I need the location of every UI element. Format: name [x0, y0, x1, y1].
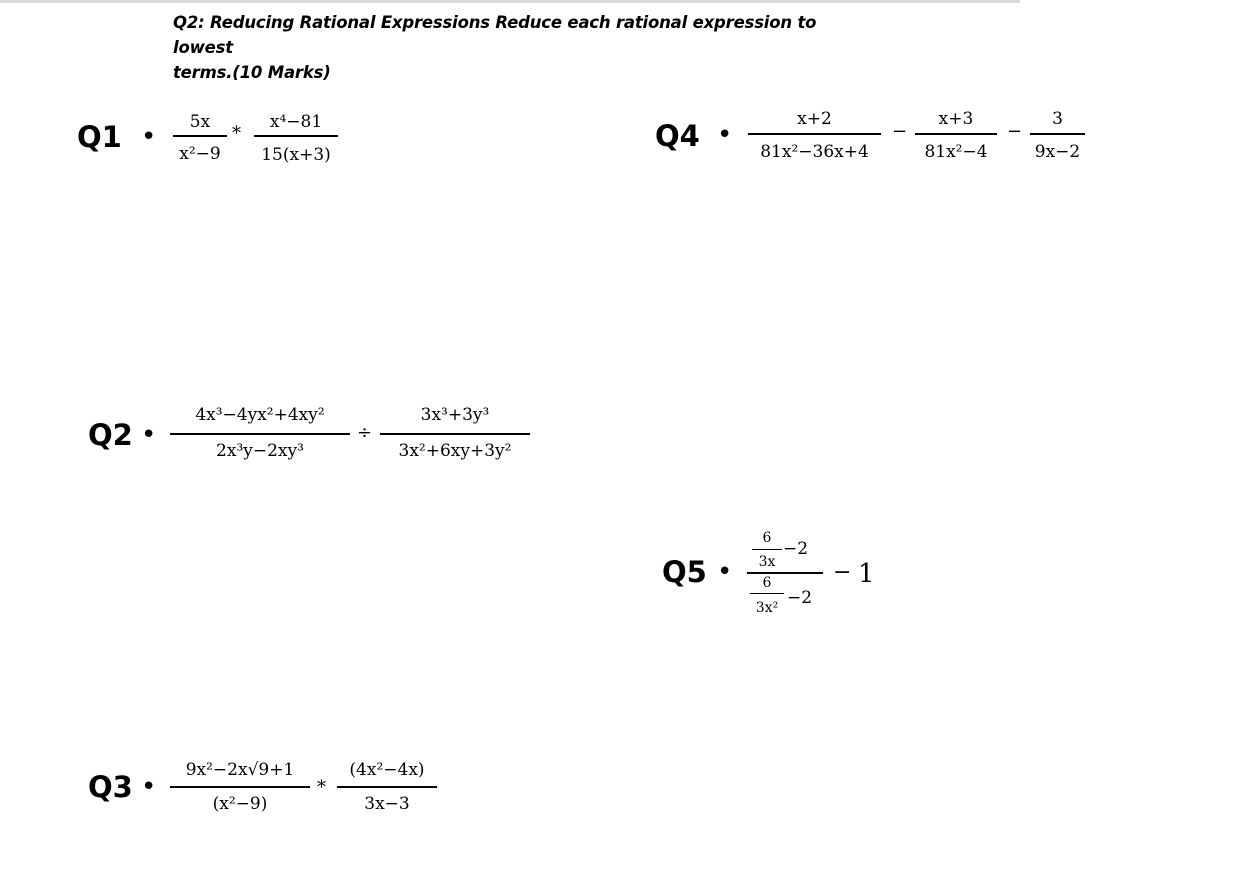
q5-bottom-numerator: 6	[762, 575, 772, 591]
heading-line-1: Q2: Reducing Rational Expressions Reduce each rational expression to lowest	[173, 13, 817, 57]
q5-operator: −	[833, 560, 852, 585]
q4-operator-1: −	[892, 121, 908, 142]
q3-frac1-bar	[170, 786, 310, 788]
q3-operator: *	[317, 777, 326, 798]
q3-frac1-numerator: 9x²−2x√9+1	[185, 760, 295, 780]
q2-frac2-numerator: 3x³+3y³	[420, 405, 490, 425]
q2-frac2-bar	[380, 433, 530, 435]
q2-label: Q2	[88, 418, 133, 452]
heading-line-2: terms.(10 Marks)	[173, 63, 331, 82]
q1-frac2-numerator: x⁴−81	[269, 112, 323, 132]
q5-top-inner-bar	[752, 549, 782, 550]
q1-operator: *	[232, 123, 241, 144]
q4-frac1-denominator: 81x²−36x+4	[760, 142, 869, 162]
q5-bottom-denominator: 3x²	[755, 600, 779, 616]
q5-bullet: •	[717, 557, 733, 587]
q5-top-numerator: 6	[762, 530, 772, 546]
q5-bottom-inner-bar	[750, 593, 784, 594]
q4-label: Q4	[655, 119, 700, 153]
q2-frac1-denominator: 2x³y−2xy³	[216, 441, 304, 461]
q4-bullet: •	[717, 120, 733, 150]
q2-bullet: •	[141, 420, 157, 450]
q4-operator-2: −	[1007, 121, 1023, 142]
q5-constant: 1	[858, 559, 875, 589]
q2-frac2-denominator: 3x²+6xy+3y²	[398, 441, 512, 461]
q4-frac3-bar	[1030, 133, 1085, 135]
q5-label: Q5	[662, 555, 707, 589]
q5-main-bar	[747, 572, 823, 574]
q4-frac2-numerator: x+3	[938, 109, 974, 129]
question-heading	[173, 10, 873, 85]
q1-frac2-bar	[254, 135, 338, 137]
q1-frac2-denominator: 15(x+3)	[261, 145, 331, 165]
q5-top-tail: −2	[783, 539, 809, 559]
q1-bullet: •	[141, 122, 157, 152]
q1-label: Q1	[77, 120, 122, 154]
q2-frac1-bar	[170, 433, 350, 435]
q3-frac2-bar	[337, 786, 437, 788]
q3-frac2-denominator: 3x−3	[364, 794, 410, 814]
q4-frac1-numerator: x+2	[797, 109, 832, 129]
q4-frac3-numerator: 3	[1052, 109, 1063, 129]
q5-top-denominator: 3x	[758, 554, 776, 570]
q1-frac1-numerator: 5x	[189, 112, 211, 132]
q4-frac2-bar	[915, 133, 997, 135]
q4-frac2-denominator: 81x²−4	[924, 142, 988, 162]
q3-frac1-denominator: (x²−9)	[212, 794, 268, 814]
top-rule	[0, 0, 1020, 3]
q3-label: Q3	[88, 770, 133, 804]
q4-frac1-bar	[748, 133, 881, 135]
q1-frac1-bar	[173, 135, 227, 137]
q2-operator: ÷	[357, 422, 373, 443]
q1-frac1-denominator: x²−9	[179, 144, 221, 164]
q4-frac3-denominator: 9x−2	[1034, 142, 1081, 162]
q5-bottom-tail: −2	[787, 588, 813, 608]
q2-frac1-numerator: 4x³−4yx²+4xy²	[195, 405, 325, 425]
q3-frac2-numerator: (4x²−4x)	[349, 760, 425, 780]
q3-bullet: •	[141, 772, 157, 802]
